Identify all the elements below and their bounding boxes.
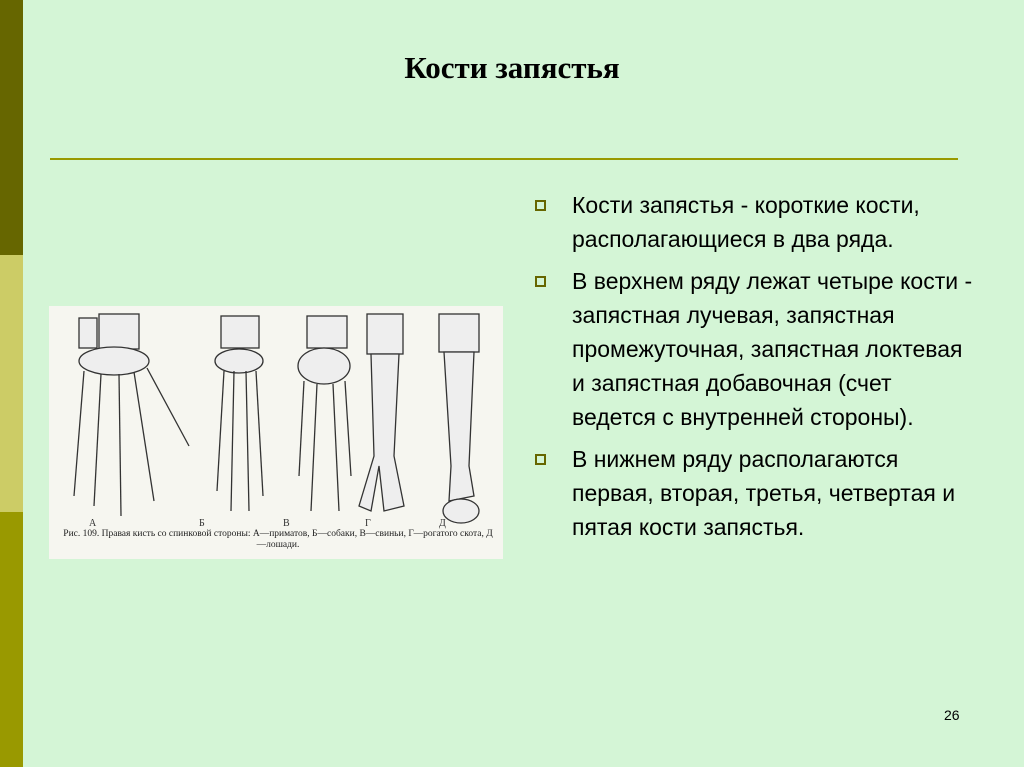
title-divider <box>50 158 958 160</box>
foot-cattle <box>359 314 404 511</box>
decor-bar-top <box>0 0 23 255</box>
foot-pig <box>298 316 351 511</box>
bullet-item <box>533 188 973 256</box>
foot-horse <box>439 314 479 523</box>
bullet-text: В нижнем ряду располагаются первая, вторая, третья, четвертая и пятая кости запястья. <box>572 446 956 540</box>
slide-title: Кости запястья <box>404 50 620 85</box>
panel-letter: А <box>89 518 97 529</box>
decor-bar-bottom <box>0 512 23 767</box>
bullet-text: Кости запястья - короткие кости, располагающиеся в два ряда. <box>572 192 920 252</box>
square-bullet-icon <box>535 276 546 287</box>
wrist-bones-illustration <box>49 306 503 559</box>
panel-letter: Б <box>199 518 205 529</box>
panel-letter: Г <box>365 518 371 529</box>
panel-letter: Д <box>439 518 446 529</box>
bullet-item <box>533 442 973 544</box>
paw-dog <box>215 316 263 511</box>
page-number: 26 <box>944 707 960 723</box>
figure-caption: Рис. 109. Правая кисть со спинковой стороны: А—приматов, Б—собаки, В—свиньи, Г—рогатого скота, Д—лошади. <box>63 529 493 550</box>
bullet-list <box>533 188 973 552</box>
hand-primate <box>74 314 189 516</box>
bullet-text: В верхнем ряду лежат четыре кости - запястная лучевая, запястная промежуточная, запястная локтевая и запястная добавочная (счет ведется с внутренней стороны). <box>572 268 973 430</box>
square-bullet-icon <box>535 454 546 465</box>
bones-drawing <box>49 306 503 559</box>
bullet-item <box>533 264 973 434</box>
decor-bar-middle <box>0 255 23 512</box>
panel-letter: В <box>283 518 290 529</box>
square-bullet-icon <box>535 200 546 211</box>
